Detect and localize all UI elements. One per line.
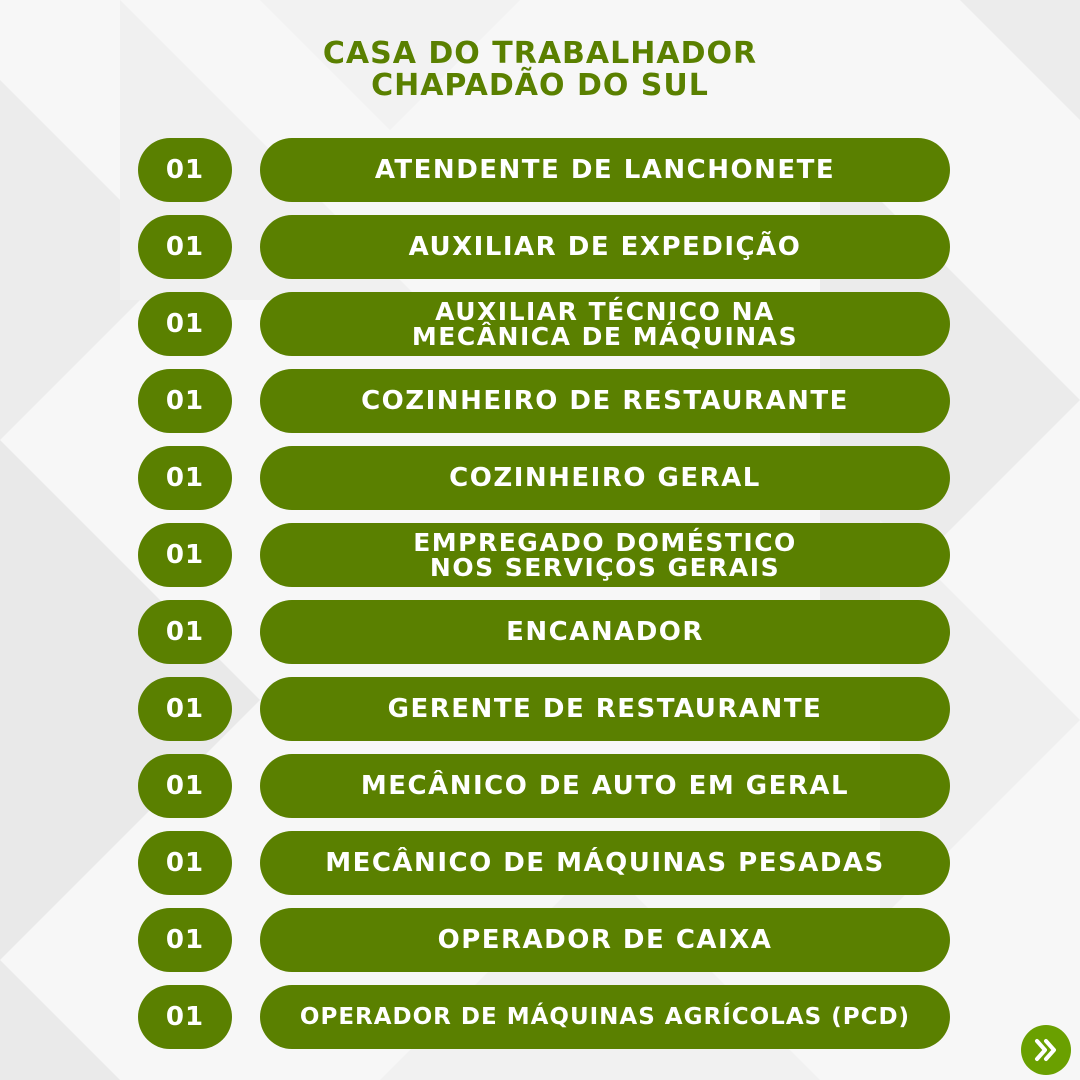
job-title: OPERADOR DE CAIXA [260,908,950,972]
job-title: ENCANADOR [260,600,950,664]
job-quantity: 01 [138,369,232,433]
job-title-line2: NOS SERVIÇOS GERAIS [429,553,781,582]
job-row [0,215,1080,279]
job-quantity: 01 [138,677,232,741]
job-title: GERENTE DE RESTAURANTE [260,677,950,741]
job-title: OPERADOR DE MÁQUINAS AGRÍCOLAS (PCD) [260,985,950,1049]
job-quantity: 01 [138,908,232,972]
job-row [0,985,1080,1049]
job-title-line2: MECÂNICA DE MÁQUINAS [411,322,799,351]
job-row [0,292,1080,356]
job-quantity: 01 [138,292,232,356]
job-quantity: 01 [138,215,232,279]
job-quantity: 01 [138,985,232,1049]
job-title: MECÂNICO DE AUTO EM GERAL [260,754,950,818]
job-row [0,138,1080,202]
job-title: COZINHEIRO DE RESTAURANTE [260,369,950,433]
job-quantity: 01 [138,831,232,895]
job-row [0,523,1080,587]
job-title: MECÂNICO DE MÁQUINAS PESADAS [260,831,950,895]
job-title-line1: EMPREGADO DOMÉSTICO [413,528,797,557]
double-chevron-right-icon [1031,1035,1061,1065]
job-title: COZINHEIRO GERAL [260,446,950,510]
page-title-line2: CHAPADÃO DO SUL [371,68,709,103]
job-title: ATENDENTE DE LANCHONETE [260,138,950,202]
page-title [0,38,1080,102]
job-title: AUXILIAR DE EXPEDIÇÃO [260,215,950,279]
next-page-button[interactable] [1021,1025,1071,1075]
job-row [0,831,1080,895]
job-row [0,908,1080,972]
job-quantity: 01 [138,446,232,510]
job-quantity: 01 [138,754,232,818]
job-title [260,523,950,587]
job-quantity: 01 [138,138,232,202]
job-quantity: 01 [138,600,232,664]
job-row [0,446,1080,510]
job-row [0,600,1080,664]
page-title-line1: CASA DO TRABALHADOR [322,36,758,71]
job-quantity: 01 [138,523,232,587]
job-row [0,677,1080,741]
job-row [0,754,1080,818]
job-title [260,292,950,356]
job-title-line1: AUXILIAR TÉCNICO NA [435,297,775,326]
job-row [0,369,1080,433]
